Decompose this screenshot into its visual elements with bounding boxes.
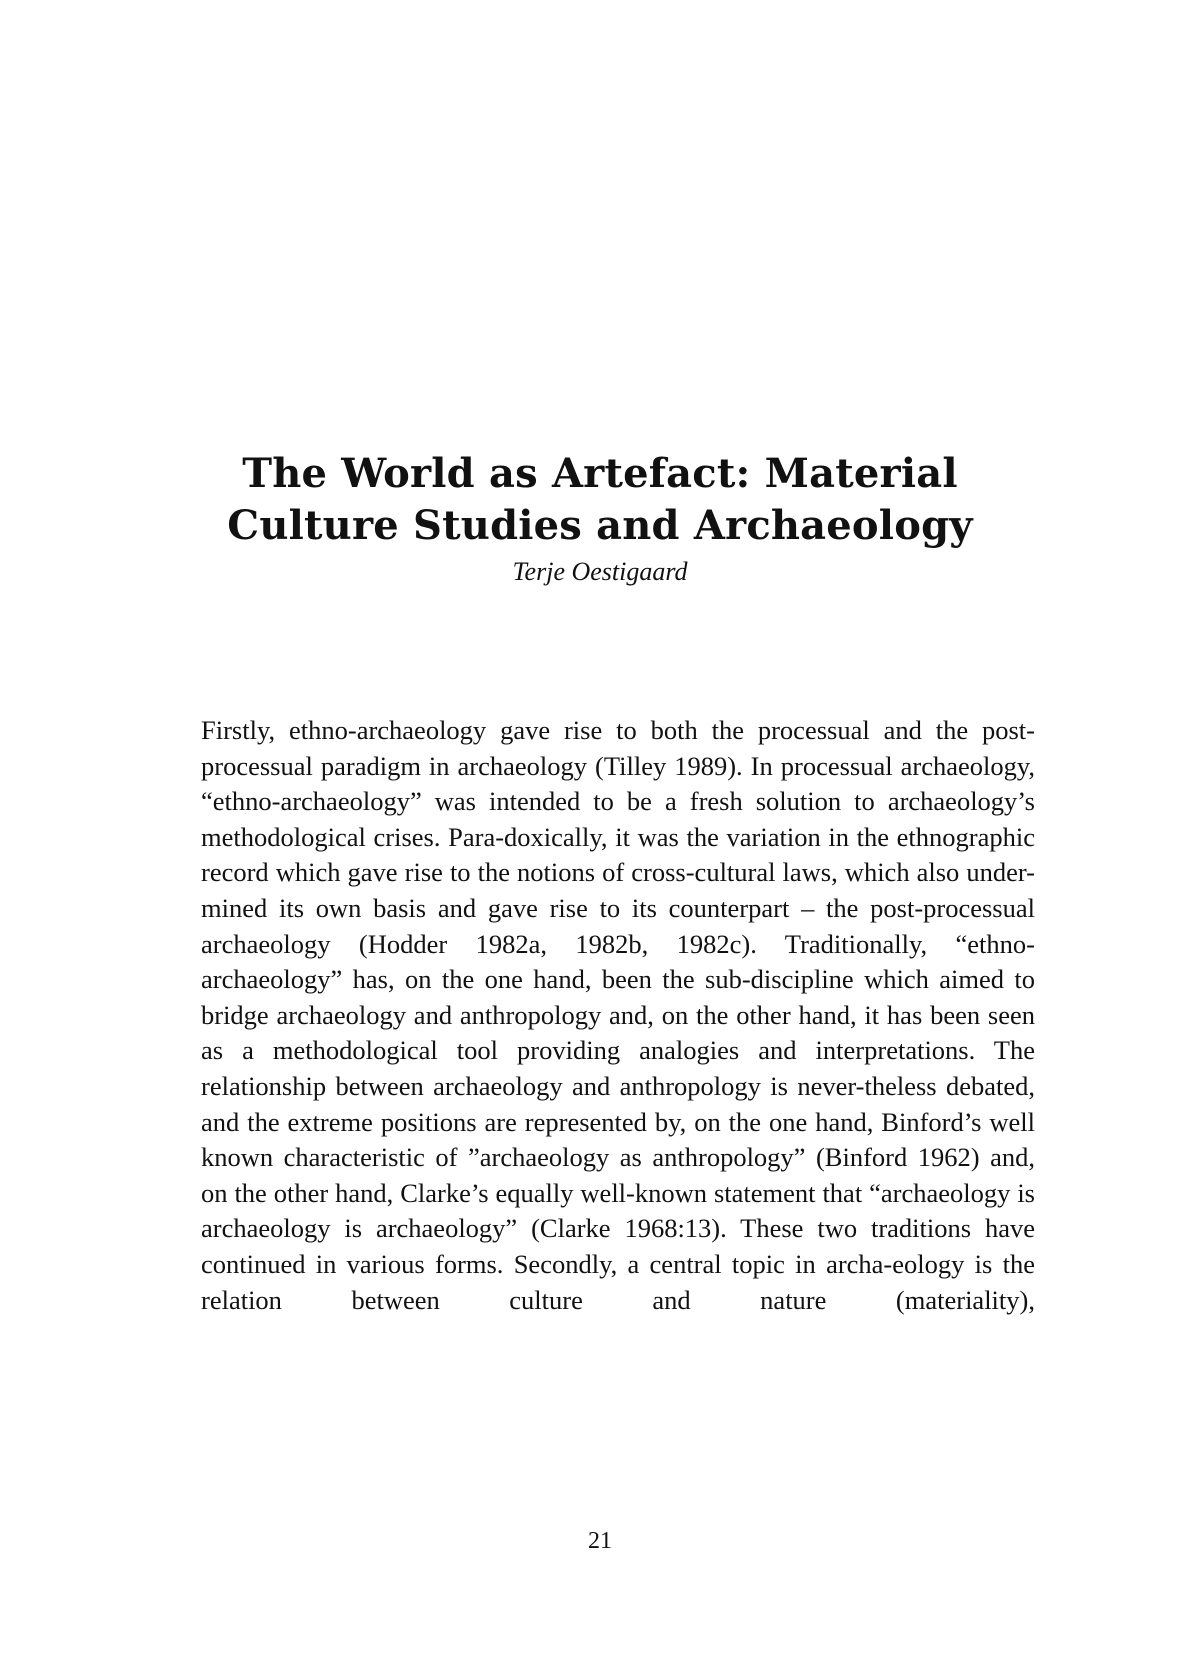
author-name: Terje Oestigaard — [512, 557, 688, 586]
chapter-header — [0, 448, 1200, 588]
body-paragraph: Firstly, ethno-archaeology gave rise to both the processual and the post-processual paradigm in archaeology (Tilley 1989). In processual archaeology, “ethno-archaeology” was intended to be a fresh solution to archaeology’s methodological crises. Para-doxically, it was the variation in the ethnographic record which gave rise to the notions of cross-cultural laws, which also under-mined its own basis and gave rise to its counterpart – the post-processual archaeology (Hodder 1982a, 1982b, 1982c). Traditionally, “ethno-archaeology” has, on the one hand, been the sub-discipline which aimed to bridge archaeology and anthropology and, on the other hand, it has been seen as a methodological tool providing analogies and interpretations. The relationship between archaeology and anthropology is never-theless debated, and the extreme positions are represented by, on the one hand, Binford’s well known characteristic of ”archaeology as anthropology” (Binford 1962) and, on the other hand, Clarke’s equally well-known statement that “archaeology is archaeology is archaeology” (Clarke 1968:13). These two traditions have continued in various forms. Secondly, a central topic in archa-eology is the relation between culture and nature (materiality), — [201, 715, 1035, 1315]
chapter-title — [0, 448, 1200, 552]
chapter-title-line-2: Culture Studies and Archaeology — [227, 502, 973, 549]
chapter-title-line-1: The World as Artefact: Material — [242, 450, 958, 497]
page-number: 21 — [588, 1528, 612, 1554]
